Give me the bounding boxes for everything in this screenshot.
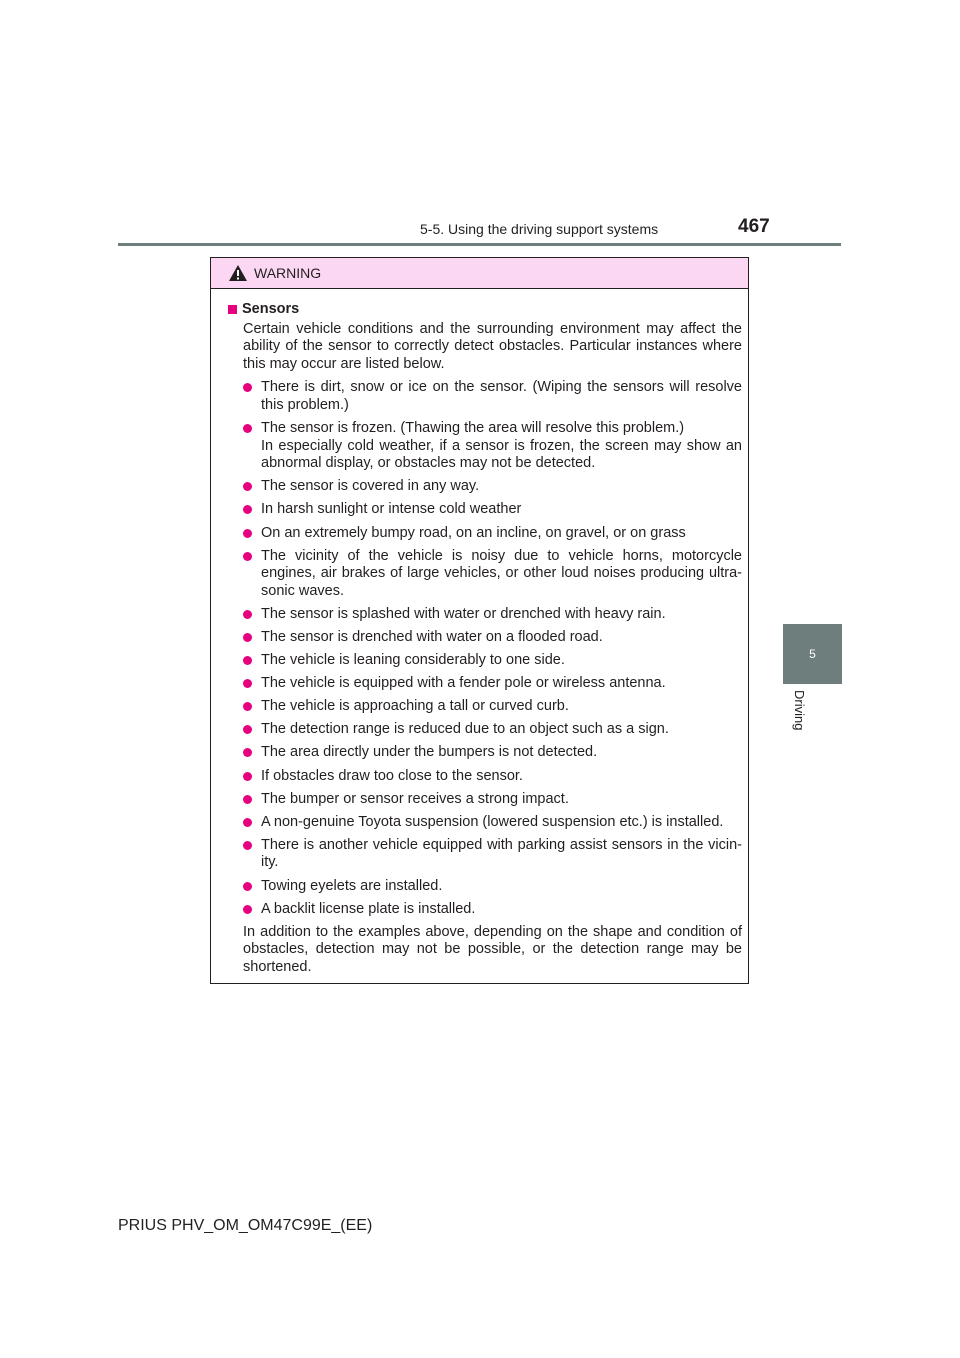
chapter-number: 5	[809, 647, 816, 661]
page-number: 467	[738, 216, 770, 237]
list-item: The area directly under the bumpers is not detected.	[243, 744, 742, 762]
bullet-icon	[243, 679, 252, 688]
list-item: The sensor is splashed with water or drenched with heavy rain.	[243, 606, 742, 624]
list-item: The bumper or sensor receives a strong impact.	[243, 791, 742, 809]
list-item: The sensor is drenched with water on a flooded road.	[243, 629, 742, 647]
list-item: The vehicle is leaning considerably to one side.	[243, 652, 742, 670]
section-title-text: Sensors	[242, 301, 300, 317]
intro-paragraph: Certain vehicle conditions and the surrounding environment may affect the ability of the sensor to correctly detect obstacles. Particular instances where this may occur are listed below.	[243, 320, 742, 372]
conditions-list	[228, 379, 742, 918]
list-item: A backlit license plate is installed.	[243, 901, 742, 919]
warning-box	[210, 257, 749, 984]
bullet-icon	[243, 882, 252, 891]
bullet-icon	[243, 702, 252, 711]
list-item: Towing eyelets are installed.	[243, 878, 742, 896]
list-item: The vehicle is equipped with a fender pole or wireless antenna.	[243, 675, 742, 693]
bullet-icon	[243, 383, 252, 392]
warning-header	[211, 258, 748, 289]
header-section-title: 5-5. Using the driving support systems	[420, 221, 659, 237]
bullet-icon	[243, 633, 252, 642]
list-item: The detection range is reduced due to an object such as a sign.	[243, 721, 742, 739]
list-item: The vehicle is approaching a tall or curved curb.	[243, 698, 742, 716]
bullet-icon	[243, 795, 252, 804]
bullet-icon	[243, 772, 252, 781]
bullet-icon	[243, 905, 252, 914]
chapter-tab	[783, 624, 842, 684]
bullet-icon	[243, 725, 252, 734]
bullet-icon	[243, 424, 252, 433]
list-item: In harsh sunlight or intense cold weather	[243, 501, 742, 519]
bullet-icon	[243, 552, 252, 561]
square-bullet-icon	[228, 305, 237, 314]
chapter-label: Driving	[792, 690, 807, 731]
warning-triangle-icon	[228, 264, 248, 282]
document-code: PRIUS PHV_OM_OM47C99E_(EE)	[118, 1217, 373, 1234]
bullet-icon	[243, 818, 252, 827]
header-divider	[118, 243, 841, 246]
bullet-icon	[243, 748, 252, 757]
list-item: There is dirt, snow or ice on the sensor. (Wiping the sensors will resolve this problem.)	[243, 379, 742, 414]
section-title	[228, 301, 742, 319]
list-item: The vicinity of the vehicle is noisy due to vehicle horns, motorcycle engines, air brakes of large vehicles, or other loud noises producing ultra-sonic waves.	[243, 548, 742, 601]
bullet-icon	[243, 841, 252, 850]
bullet-icon	[243, 610, 252, 619]
closing-paragraph: In addition to the examples above, depending on the shape and condition of obstacles, detection may not be possible, or the detection range may be shortened.	[243, 923, 742, 975]
list-item: The sensor is covered in any way.	[243, 478, 742, 496]
list-item: If obstacles draw too close to the sensor.	[243, 768, 742, 786]
list-item: The sensor is frozen. (Thawing the area will resolve this problem.) In especially cold weather, if a sensor is frozen, the screen may show an abnormal display, or obstacles may not be detected.	[243, 420, 742, 473]
warning-body	[211, 289, 748, 977]
list-item: A non-genuine Toyota suspension (lowered suspension etc.) is installed.	[243, 814, 742, 832]
bullet-icon	[243, 505, 252, 514]
warning-heading: WARNING	[254, 265, 322, 281]
bullet-icon	[243, 529, 252, 538]
list-item-extra: In especially cold weather, if a sensor is frozen, the screen may show an abnormal display, or obstacles may not be detected.	[261, 437, 742, 472]
bullet-icon	[243, 482, 252, 491]
bullet-icon	[243, 656, 252, 665]
list-item: On an extremely bumpy road, on an incline, on gravel, or on grass	[243, 525, 742, 543]
list-item: There is another vehicle equipped with parking assist sensors in the vicin-ity.	[243, 837, 742, 872]
